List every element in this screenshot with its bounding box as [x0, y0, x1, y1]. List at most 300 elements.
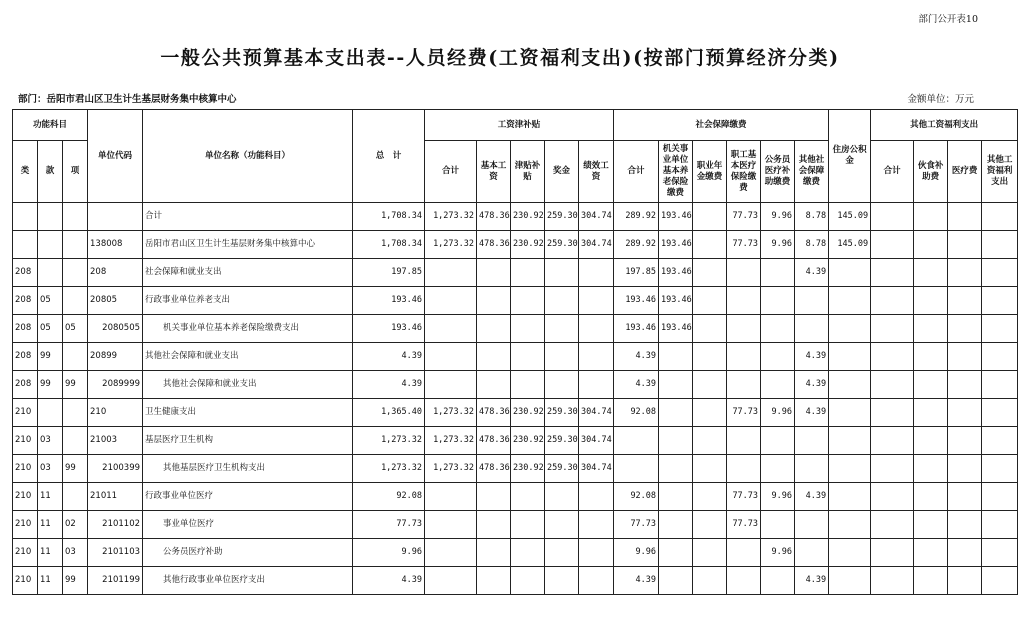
cell-annuity	[693, 539, 727, 567]
cell-housing	[829, 399, 871, 427]
cell-social-sum: 9.96	[614, 539, 659, 567]
cell-unit-code: 2101199	[88, 567, 143, 595]
cell-meal-subsidy	[914, 455, 948, 483]
cell-annuity	[693, 371, 727, 399]
header-unit-name: 单位名称（功能科目）	[143, 110, 353, 203]
cell-allowance	[511, 315, 545, 343]
cell-other-welfare	[982, 539, 1018, 567]
cell-allowance	[511, 259, 545, 287]
cell-allowance: 230.92	[511, 455, 545, 483]
cell-civil-servant-medical	[761, 287, 795, 315]
cell-civil-servant-medical	[761, 315, 795, 343]
cell-unit-name: 岳阳市君山区卫生计生基层财务集中核算中心	[143, 231, 353, 259]
header-func-subject: 功能科目	[13, 110, 88, 141]
cell-performance	[579, 511, 614, 539]
cell-medical-fee	[948, 455, 982, 483]
cell-xiang: 99	[63, 371, 88, 399]
cell-other-social: 4.39	[795, 371, 829, 399]
cell-unit-name: 其他行政事业单位医疗支出	[143, 567, 353, 595]
cell-allowance	[511, 539, 545, 567]
cell-xiang	[63, 483, 88, 511]
cell-meal-subsidy	[914, 203, 948, 231]
cell-other-welfare	[982, 567, 1018, 595]
cell-performance	[579, 343, 614, 371]
cell-xiang: 05	[63, 315, 88, 343]
cell-unit-name: 社会保障和就业支出	[143, 259, 353, 287]
cell-meal-subsidy	[914, 399, 948, 427]
header-lei: 类	[13, 141, 38, 203]
cell-other-social: 4.39	[795, 399, 829, 427]
cell-social-sum: 289.92	[614, 203, 659, 231]
cell-meal-subsidy	[914, 371, 948, 399]
cell-performance	[579, 259, 614, 287]
cell-unit-name: 行政事业单位医疗	[143, 483, 353, 511]
table-row	[13, 371, 1018, 399]
cell-pension: 193.46	[659, 203, 693, 231]
cell-performance: 304.74	[579, 399, 614, 427]
cell-other-sum	[871, 455, 914, 483]
cell-allowance: 230.92	[511, 399, 545, 427]
cell-medical-fee	[948, 315, 982, 343]
cell-allowance	[511, 343, 545, 371]
cell-unit-code: 20805	[88, 287, 143, 315]
cell-xiang: 02	[63, 511, 88, 539]
header-bonus: 奖金	[545, 141, 579, 203]
header-other-social: 其他社会保障缴费	[795, 141, 829, 203]
cell-pension	[659, 539, 693, 567]
cell-social-sum: 4.39	[614, 371, 659, 399]
cell-medical-fee	[948, 343, 982, 371]
cell-medical-insurance	[727, 287, 761, 315]
cell-housing	[829, 343, 871, 371]
cell-annuity	[693, 567, 727, 595]
cell-other-sum	[871, 511, 914, 539]
cell-unit-name: 卫生健康支出	[143, 399, 353, 427]
cell-basic-salary	[477, 371, 511, 399]
cell-medical-fee	[948, 483, 982, 511]
cell-total: 9.96	[353, 539, 425, 567]
cell-other-sum	[871, 315, 914, 343]
table-row	[13, 567, 1018, 595]
cell-medical-fee	[948, 203, 982, 231]
cell-unit-name: 行政事业单位养老支出	[143, 287, 353, 315]
cell-unit-name: 基层医疗卫生机构	[143, 427, 353, 455]
cell-xiang	[63, 259, 88, 287]
header-annuity: 职业年金缴费	[693, 141, 727, 203]
cell-annuity	[693, 287, 727, 315]
cell-wage-sum: 1,273.32	[425, 455, 477, 483]
cell-total: 1,365.40	[353, 399, 425, 427]
cell-meal-subsidy	[914, 287, 948, 315]
cell-meal-subsidy	[914, 511, 948, 539]
cell-lei: 208	[13, 287, 38, 315]
header-total: 总 计	[353, 110, 425, 203]
cell-xiang	[63, 399, 88, 427]
cell-civil-servant-medical: 9.96	[761, 399, 795, 427]
header-basic-salary: 基本工资	[477, 141, 511, 203]
cell-other-welfare	[982, 259, 1018, 287]
cell-other-welfare	[982, 371, 1018, 399]
cell-medical-fee	[948, 539, 982, 567]
cell-allowance	[511, 483, 545, 511]
cell-lei: 208	[13, 259, 38, 287]
cell-performance	[579, 371, 614, 399]
cell-lei: 210	[13, 483, 38, 511]
cell-bonus	[545, 315, 579, 343]
cell-social-sum: 77.73	[614, 511, 659, 539]
cell-bonus	[545, 259, 579, 287]
cell-allowance: 230.92	[511, 231, 545, 259]
cell-unit-code: 2100399	[88, 455, 143, 483]
header-xiang: 项	[63, 141, 88, 203]
cell-medical-insurance: 77.73	[727, 511, 761, 539]
header-unit-code: 单位代码	[88, 110, 143, 203]
cell-unit-name: 事业单位医疗	[143, 511, 353, 539]
cell-basic-salary	[477, 315, 511, 343]
cell-kuan: 11	[38, 511, 63, 539]
cell-wage-sum	[425, 259, 477, 287]
cell-housing	[829, 287, 871, 315]
cell-bonus: 259.30	[545, 455, 579, 483]
cell-xiang	[63, 203, 88, 231]
cell-other-welfare	[982, 231, 1018, 259]
cell-civil-servant-medical	[761, 259, 795, 287]
table-row	[13, 315, 1018, 343]
cell-basic-salary: 478.36	[477, 231, 511, 259]
cell-annuity	[693, 343, 727, 371]
header-wage-sum: 合计	[425, 141, 477, 203]
cell-social-sum: 289.92	[614, 231, 659, 259]
header-other-group: 其他工资福利支出	[871, 110, 1018, 141]
cell-housing	[829, 455, 871, 483]
cell-bonus: 259.30	[545, 399, 579, 427]
cell-meal-subsidy	[914, 259, 948, 287]
cell-social-sum	[614, 427, 659, 455]
cell-annuity	[693, 231, 727, 259]
cell-total: 193.46	[353, 287, 425, 315]
cell-basic-salary	[477, 287, 511, 315]
cell-performance	[579, 287, 614, 315]
cell-unit-code: 2101102	[88, 511, 143, 539]
cell-civil-servant-medical	[761, 343, 795, 371]
cell-basic-salary	[477, 539, 511, 567]
cell-kuan	[38, 231, 63, 259]
cell-meal-subsidy	[914, 567, 948, 595]
cell-xiang: 99	[63, 567, 88, 595]
cell-wage-sum	[425, 511, 477, 539]
cell-civil-servant-medical: 9.96	[761, 203, 795, 231]
cell-other-sum	[871, 371, 914, 399]
cell-medical-fee	[948, 427, 982, 455]
cell-other-social	[795, 539, 829, 567]
cell-unit-name: 其他社会保障和就业支出	[143, 343, 353, 371]
cell-pension	[659, 483, 693, 511]
cell-wage-sum: 1,273.32	[425, 399, 477, 427]
table-row	[13, 399, 1018, 427]
cell-social-sum: 4.39	[614, 567, 659, 595]
cell-other-sum	[871, 231, 914, 259]
cell-total: 77.73	[353, 511, 425, 539]
cell-performance: 304.74	[579, 427, 614, 455]
cell-other-sum	[871, 259, 914, 287]
cell-unit-name: 合计	[143, 203, 353, 231]
cell-meal-subsidy	[914, 483, 948, 511]
cell-kuan	[38, 399, 63, 427]
cell-kuan	[38, 259, 63, 287]
cell-bonus: 259.30	[545, 203, 579, 231]
cell-medical-insurance	[727, 343, 761, 371]
cell-lei: 208	[13, 371, 38, 399]
cell-bonus	[545, 567, 579, 595]
cell-medical-fee	[948, 567, 982, 595]
cell-wage-sum	[425, 343, 477, 371]
cell-other-sum	[871, 539, 914, 567]
table-number: 部门公开表10	[918, 14, 978, 25]
cell-basic-salary: 478.36	[477, 427, 511, 455]
cell-medical-insurance	[727, 427, 761, 455]
cell-other-social: 8.78	[795, 203, 829, 231]
cell-meal-subsidy	[914, 427, 948, 455]
cell-other-social	[795, 287, 829, 315]
cell-unit-code: 138008	[88, 231, 143, 259]
header-pension: 机关事业单位基本养老保险缴费	[659, 141, 693, 203]
header-wage-group: 工资津补贴	[425, 110, 614, 141]
cell-basic-salary	[477, 483, 511, 511]
page-title: 一般公共预算基本支出表--人员经费(工资福利支出)(按部门预算经济分类)	[160, 47, 840, 69]
cell-other-sum	[871, 343, 914, 371]
cell-other-sum	[871, 567, 914, 595]
cell-civil-servant-medical	[761, 511, 795, 539]
cell-civil-servant-medical	[761, 427, 795, 455]
cell-other-social	[795, 315, 829, 343]
header-medical-fee: 医疗费	[948, 141, 982, 203]
cell-housing: 145.09	[829, 203, 871, 231]
table-row	[13, 455, 1018, 483]
cell-unit-name: 公务员医疗补助	[143, 539, 353, 567]
cell-unit-code: 21011	[88, 483, 143, 511]
cell-annuity	[693, 427, 727, 455]
cell-lei: 210	[13, 511, 38, 539]
budget-table	[12, 109, 1018, 595]
cell-bonus	[545, 371, 579, 399]
cell-kuan: 11	[38, 567, 63, 595]
cell-kuan: 03	[38, 455, 63, 483]
cell-housing	[829, 315, 871, 343]
cell-medical-insurance	[727, 315, 761, 343]
cell-pension	[659, 455, 693, 483]
cell-basic-salary	[477, 567, 511, 595]
cell-civil-servant-medical	[761, 455, 795, 483]
cell-other-social	[795, 427, 829, 455]
cell-annuity	[693, 203, 727, 231]
cell-wage-sum	[425, 567, 477, 595]
cell-medical-insurance: 77.73	[727, 483, 761, 511]
cell-meal-subsidy	[914, 315, 948, 343]
cell-xiang: 99	[63, 455, 88, 483]
cell-pension	[659, 371, 693, 399]
cell-housing	[829, 511, 871, 539]
cell-social-sum: 92.08	[614, 399, 659, 427]
cell-total: 4.39	[353, 567, 425, 595]
cell-kuan	[38, 203, 63, 231]
cell-bonus: 259.30	[545, 231, 579, 259]
cell-pension: 193.46	[659, 315, 693, 343]
cell-unit-code: 2089999	[88, 371, 143, 399]
cell-unit-code: 2101103	[88, 539, 143, 567]
cell-other-social: 4.39	[795, 259, 829, 287]
cell-allowance: 230.92	[511, 203, 545, 231]
cell-pension: 193.46	[659, 287, 693, 315]
cell-basic-salary: 478.36	[477, 455, 511, 483]
cell-unit-code: 20899	[88, 343, 143, 371]
header-civil-servant-medical: 公务员医疗补助缴费	[761, 141, 795, 203]
cell-medical-fee	[948, 231, 982, 259]
cell-meal-subsidy	[914, 539, 948, 567]
cell-allowance	[511, 567, 545, 595]
cell-bonus	[545, 539, 579, 567]
cell-other-social	[795, 511, 829, 539]
cell-xiang	[63, 343, 88, 371]
cell-bonus	[545, 483, 579, 511]
table-row	[13, 483, 1018, 511]
header-housing: 住房公积金	[829, 110, 871, 203]
cell-other-welfare	[982, 287, 1018, 315]
cell-other-social: 4.39	[795, 343, 829, 371]
cell-medical-fee	[948, 371, 982, 399]
cell-basic-salary	[477, 511, 511, 539]
cell-lei: 210	[13, 427, 38, 455]
cell-annuity	[693, 455, 727, 483]
cell-unit-code: 21003	[88, 427, 143, 455]
cell-pension	[659, 343, 693, 371]
cell-wage-sum	[425, 287, 477, 315]
cell-performance	[579, 539, 614, 567]
cell-xiang: 03	[63, 539, 88, 567]
cell-wage-sum: 1,273.32	[425, 231, 477, 259]
cell-lei	[13, 231, 38, 259]
table-row	[13, 511, 1018, 539]
cell-housing	[829, 567, 871, 595]
cell-lei	[13, 203, 38, 231]
cell-total: 92.08	[353, 483, 425, 511]
table-row	[13, 343, 1018, 371]
table-row	[13, 287, 1018, 315]
cell-bonus	[545, 511, 579, 539]
table-row	[13, 427, 1018, 455]
cell-unit-code: 208	[88, 259, 143, 287]
cell-medical-insurance	[727, 371, 761, 399]
cell-civil-servant-medical: 9.96	[761, 231, 795, 259]
department-label: 部门：岳阳市君山区卫生计生基层财务集中核算中心	[18, 94, 237, 105]
cell-xiang	[63, 231, 88, 259]
cell-lei: 210	[13, 399, 38, 427]
cell-performance	[579, 315, 614, 343]
cell-total: 1,273.32	[353, 427, 425, 455]
cell-pension: 193.46	[659, 259, 693, 287]
cell-unit-code: 210	[88, 399, 143, 427]
header-allowance: 津贴补贴	[511, 141, 545, 203]
cell-other-welfare	[982, 511, 1018, 539]
cell-annuity	[693, 483, 727, 511]
cell-other-welfare	[982, 343, 1018, 371]
cell-total: 4.39	[353, 343, 425, 371]
cell-civil-servant-medical: 9.96	[761, 483, 795, 511]
cell-kuan: 99	[38, 371, 63, 399]
header-other-sum: 合计	[871, 141, 914, 203]
cell-unit-name: 机关事业单位基本养老保险缴费支出	[143, 315, 353, 343]
cell-pension	[659, 567, 693, 595]
cell-other-welfare	[982, 399, 1018, 427]
cell-civil-servant-medical	[761, 371, 795, 399]
cell-basic-salary	[477, 259, 511, 287]
cell-performance	[579, 567, 614, 595]
cell-pension: 193.46	[659, 231, 693, 259]
cell-housing	[829, 371, 871, 399]
cell-xiang	[63, 287, 88, 315]
cell-medical-insurance	[727, 455, 761, 483]
cell-total: 193.46	[353, 315, 425, 343]
cell-basic-salary: 478.36	[477, 399, 511, 427]
cell-lei: 208	[13, 343, 38, 371]
cell-social-sum: 193.46	[614, 315, 659, 343]
cell-xiang	[63, 427, 88, 455]
cell-kuan: 99	[38, 343, 63, 371]
cell-other-welfare	[982, 427, 1018, 455]
table-row	[13, 231, 1018, 259]
header-social-sum: 合计	[614, 141, 659, 203]
cell-pension	[659, 511, 693, 539]
cell-housing: 145.09	[829, 231, 871, 259]
cell-wage-sum	[425, 539, 477, 567]
cell-lei: 208	[13, 315, 38, 343]
cell-other-social	[795, 455, 829, 483]
cell-unit-code: 2080505	[88, 315, 143, 343]
cell-other-welfare	[982, 203, 1018, 231]
cell-other-sum	[871, 203, 914, 231]
cell-housing	[829, 259, 871, 287]
header-social-group: 社会保障缴费	[614, 110, 829, 141]
cell-medical-fee	[948, 511, 982, 539]
cell-medical-insurance: 77.73	[727, 399, 761, 427]
cell-medical-insurance: 77.73	[727, 231, 761, 259]
cell-other-welfare	[982, 315, 1018, 343]
cell-medical-insurance	[727, 567, 761, 595]
cell-allowance	[511, 511, 545, 539]
cell-annuity	[693, 259, 727, 287]
cell-social-sum: 92.08	[614, 483, 659, 511]
cell-bonus	[545, 287, 579, 315]
cell-performance: 304.74	[579, 231, 614, 259]
cell-annuity	[693, 511, 727, 539]
cell-social-sum: 193.46	[614, 287, 659, 315]
cell-total: 197.85	[353, 259, 425, 287]
cell-kuan: 03	[38, 427, 63, 455]
cell-allowance: 230.92	[511, 427, 545, 455]
cell-social-sum: 4.39	[614, 343, 659, 371]
cell-lei: 210	[13, 567, 38, 595]
cell-unit-name: 其他基层医疗卫生机构支出	[143, 455, 353, 483]
cell-medical-insurance	[727, 539, 761, 567]
cell-total: 1,273.32	[353, 455, 425, 483]
cell-meal-subsidy	[914, 343, 948, 371]
cell-wage-sum	[425, 315, 477, 343]
cell-performance: 304.74	[579, 203, 614, 231]
table-row	[13, 203, 1018, 231]
cell-bonus	[545, 343, 579, 371]
table-row	[13, 259, 1018, 287]
cell-other-social: 8.78	[795, 231, 829, 259]
cell-medical-fee	[948, 287, 982, 315]
